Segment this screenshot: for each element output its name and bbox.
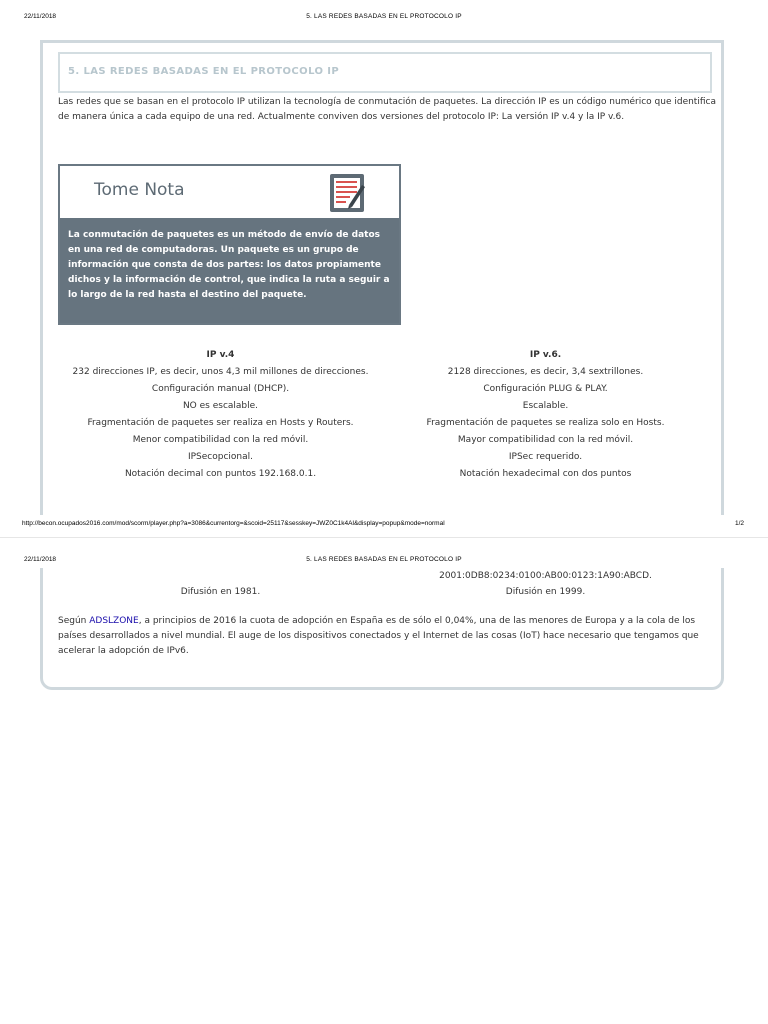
table-header-row: [58, 349, 708, 362]
ipv4-cell: NO es escalable.: [182, 401, 259, 411]
table-row: [43, 586, 724, 599]
print-title: 5. LAS REDES BASADAS EN EL PROTOCOLO IP: [306, 13, 462, 20]
ipv6-cell: Difusión en 1999.: [505, 587, 586, 597]
ipv6-cell: 2128 direcciones, es decir, 3,4 sextrillones.: [447, 367, 644, 377]
ipv4-cell: Notación decimal con puntos 192.168.0.1.: [124, 469, 317, 479]
closing-paragraph: Según ADSLZONE, a principios de 2016 la cuota de adopción en España es de sólo el 0,04%, una de las menores de Europa y a la cola de los países desarrollados a nivel mundial. El auge de los dispositivos conectados y el Internet de las cosas (IoT) hace necesario que tengamos que acelerar la adopción de IPv6.: [58, 616, 699, 656]
notepad-pencil-icon: [329, 171, 367, 213]
print-header: [0, 556, 768, 568]
ipv4-cell: Difusión en 1981.: [180, 587, 261, 597]
ipv4-cell: 232 direcciones IP, es decir, unos 4,3 mil millones de direcciones.: [72, 367, 369, 377]
ip-comparison-table: [58, 349, 708, 485]
ipv4-cell: [58, 570, 383, 583]
content-frame: [40, 40, 724, 515]
note-box: [58, 164, 401, 325]
table-row: [58, 400, 708, 413]
table-row: [58, 468, 708, 481]
print-footer: [0, 520, 768, 532]
section-title: 5. LAS REDES BASADAS EN EL PROTOCOLO IP: [58, 52, 712, 93]
page-separator: [0, 537, 768, 538]
header-ipv6: IP v.6.: [529, 350, 562, 360]
note-body: La conmutación de paquetes es un método de envío de datos en una red de computadoras. Un paquete es un grupo de información que consta de dos partes: los datos propiamente dichos y la información de control, que indica la ruta a seguir a lo largo de la red hasta el destino del paquete.: [60, 218, 399, 323]
note-header: [60, 166, 399, 218]
content-frame-continued: [40, 568, 724, 690]
ipv6-cell: Escalable.: [522, 401, 569, 411]
ipv4-cell: Fragmentación de paquetes ser realiza en Hosts y Routers.: [87, 418, 354, 428]
table-row: [58, 417, 708, 430]
print-header: [0, 13, 768, 25]
table-row: [58, 434, 708, 447]
print-url: http://becon.ocupados2016.com/mod/scorm/player.php?a=3086&currentorg=&scoid=25117&sesskey=JWZ0C1k4Al&display=popup&mode=normal: [22, 520, 445, 527]
ipv6-cell: Fragmentación de paquetes se realiza solo en Hosts.: [426, 418, 665, 428]
ipv6-cell: Notación hexadecimal con dos puntos: [459, 469, 632, 479]
table-row: [58, 366, 708, 379]
ipv6-notation-cont: 2001:0DB8:0234:0100:AB00:0123:1A90:ABCD.: [439, 571, 652, 581]
ipv6-cell: Mayor compatibilidad con la red móvil.: [457, 435, 634, 445]
ipv4-cell: IPSecopcional.: [187, 452, 254, 462]
table-row: [43, 570, 724, 583]
ipv6-cell: Configuración PLUG & PLAY.: [483, 384, 608, 394]
header-ipv4: IP v.4: [206, 350, 235, 360]
table-row: [58, 451, 708, 464]
print-date: 22/11/2018: [24, 13, 57, 20]
print-date: 22/11/2018: [24, 556, 57, 563]
table-row: [58, 383, 708, 396]
adslzone-link[interactable]: ADSLZONE: [89, 616, 139, 626]
ipv6-cell: IPSec requerido.: [508, 452, 583, 462]
print-title: 5. LAS REDES BASADAS EN EL PROTOCOLO IP: [306, 556, 462, 563]
ipv4-cell: Menor compatibilidad con la red móvil.: [132, 435, 309, 445]
page-number: 1/2: [734, 520, 744, 527]
note-title: Tome Nota: [94, 180, 185, 200]
ipv4-cell: Configuración manual (DHCP).: [151, 384, 290, 394]
intro-paragraph: Las redes que se basan en el protocolo IP utilizan la tecnología de conmutación de paquetes. La dirección IP es un código numérico que identifica de manera única a cada equipo de una red. Actualmente conviven dos versiones del protocolo IP: La versión IP v.4 y la IP v.6.: [58, 97, 716, 122]
